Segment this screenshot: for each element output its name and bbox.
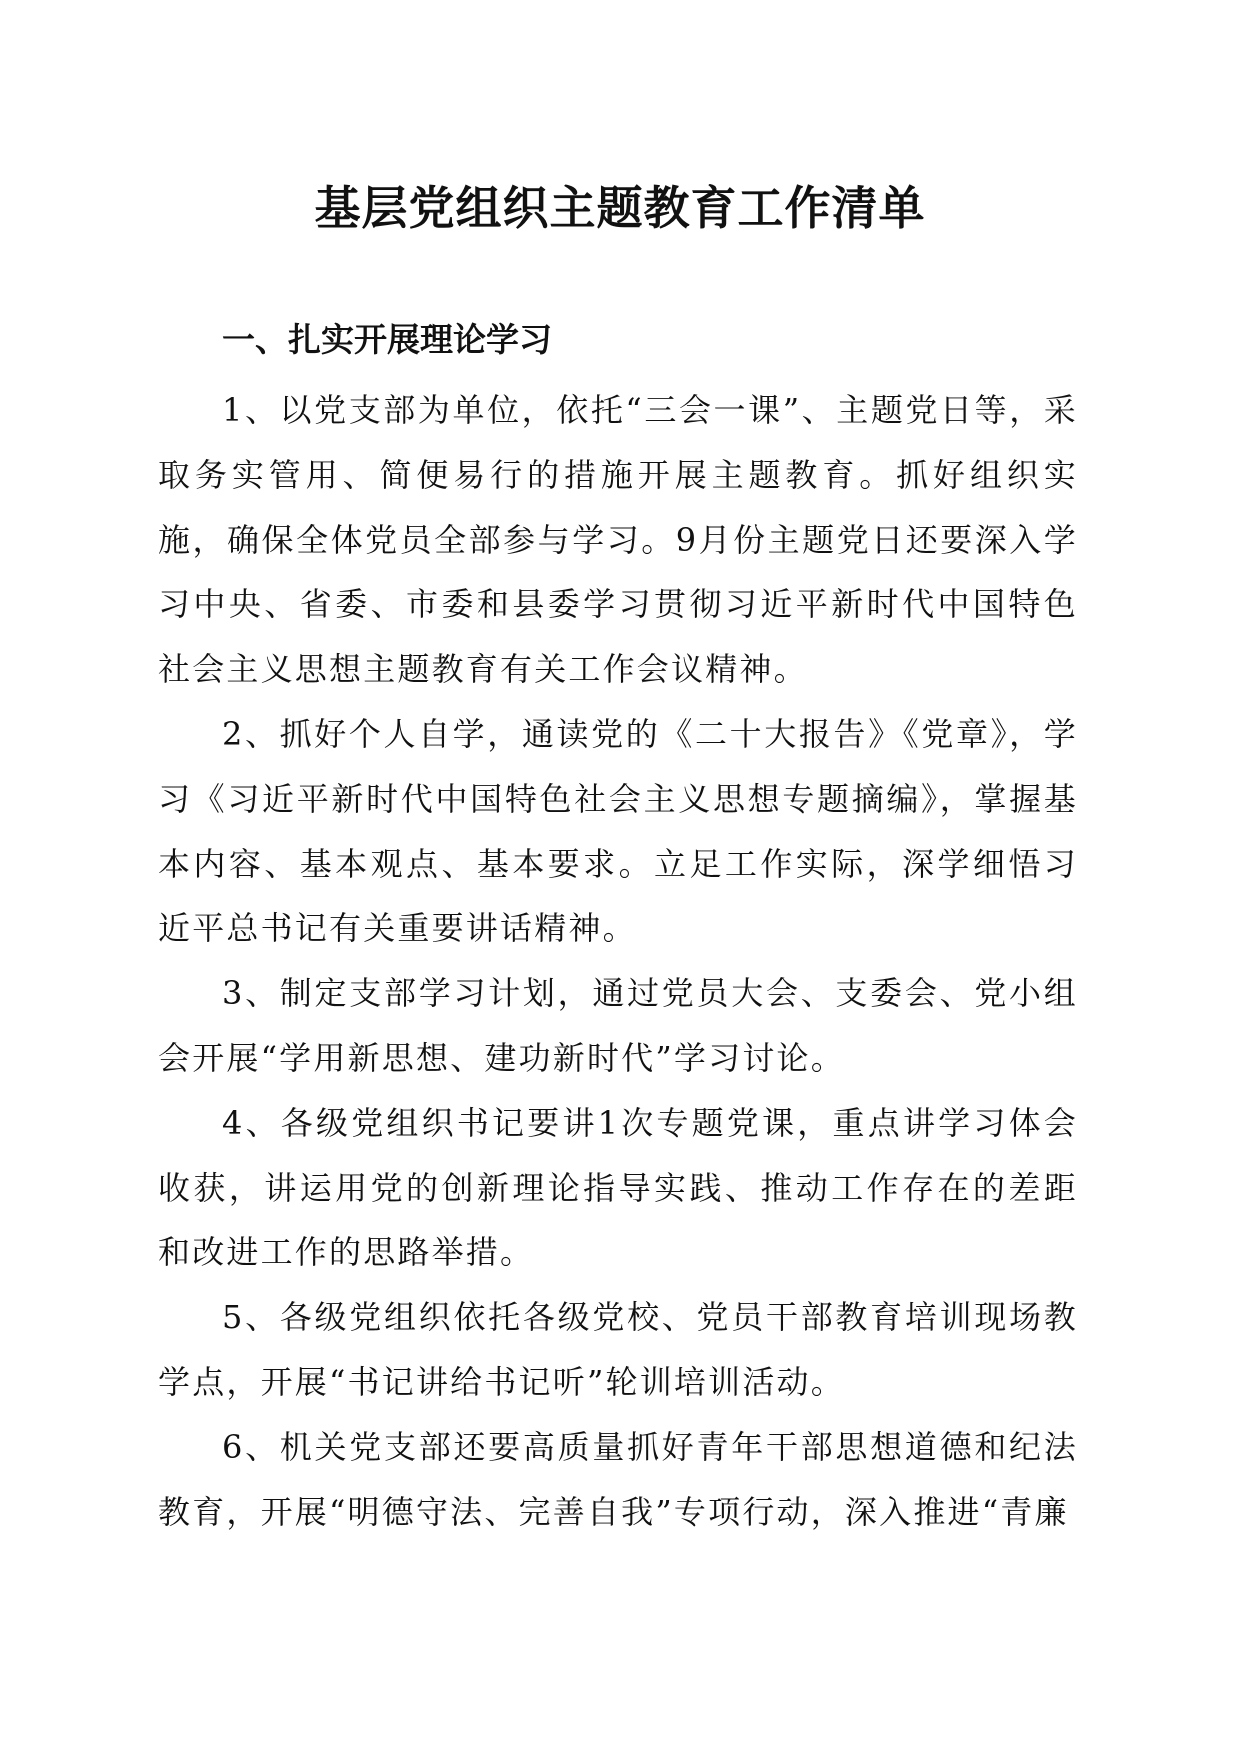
section-heading: 一、扎实开展理论学习 xyxy=(222,320,552,359)
paragraph-3: 3、制定支部学习计划，通过党员大会、支委会、党小组会开展“学用新思想、建功新时代”学习讨论。 xyxy=(158,974,1078,1077)
paragraph-5: 5、各级党组织依托各级党校、党员干部教育培训现场教学点，开展“书记讲给书记听”轮训培训活动。 xyxy=(158,1298,1078,1401)
paragraph-4: 4、各级党组织书记要讲1次专题党课，重点讲学习体会收获，讲运用党的创新理论指导实践、推动工作存在的差距和改进工作的思路举措。 xyxy=(158,1103,1078,1272)
document-title: 基层党组织主题教育工作清单 xyxy=(314,181,926,235)
paragraph-6: 6、机关党支部还要高质量抓好青年干部思想道德和纪法教育，开展“明德守法、完善自我”专项行动，深入推进“青廉 xyxy=(158,1427,1078,1531)
paragraph-2: 2、抓好个人自学，通读党的《二十大报告》《党章》，学习《习近平新时代中国特色社会主义思想专题摘编》，掌握基本内容、基本观点、基本要求。立足工作实际，深学细悟习近平总书记有关重要讲话精神。 xyxy=(158,714,1078,948)
section-body xyxy=(158,378,1078,1544)
paragraph-1: 1、以党支部为单位，依托“三会一课”、主题党日等，采取务实管用、简便易行的措施开展主题教育。抓好组织实施，确保全体党员全部参与学习。9月份主题党日还要深入学习中央、省委、市委和县委学习贯彻习近平新时代中国特色社会主义思想主题教育有关工作会议精神。 xyxy=(158,391,1078,689)
